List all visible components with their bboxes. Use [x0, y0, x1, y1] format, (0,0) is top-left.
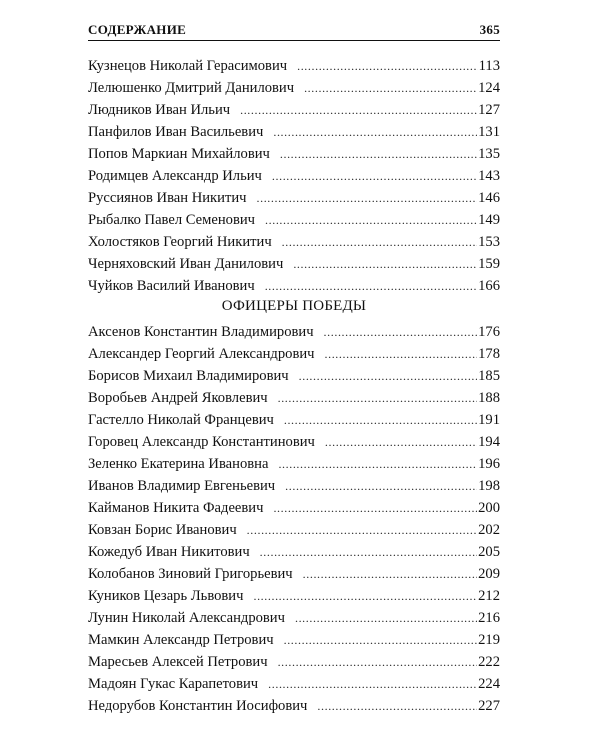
toc-entry: [88, 343, 500, 365]
entry-name: Лунин Николай Александрович: [88, 610, 285, 626]
entry-name: Лелюшенко Дмитрий Данилович: [88, 80, 295, 96]
dot-leader: [268, 673, 477, 695]
toc-entry: [88, 143, 500, 165]
entry-name: Холостяков Георгий Никитич: [88, 234, 272, 250]
dot-leader: [299, 365, 477, 387]
entry-page-number: 212: [478, 588, 500, 604]
dot-leader: [325, 343, 478, 365]
dot-leader: [265, 209, 477, 231]
toc-entry: [88, 231, 500, 253]
dot-leader: [324, 321, 478, 343]
dot-leader: [284, 629, 478, 651]
entry-name: Кузнецов Николай Герасимович: [88, 58, 288, 74]
dot-leader: [284, 409, 477, 431]
dot-leader: [278, 651, 478, 673]
entry-page-number: 124: [478, 80, 500, 96]
toc-entry: [88, 695, 500, 717]
toc-entry: [88, 387, 500, 409]
entry-page-number: 205: [478, 544, 500, 560]
entry-name: Руссиянов Иван Никитич: [88, 190, 247, 206]
entry-name: Кожедуб Иван Никитович: [88, 544, 250, 560]
toc-entry: [88, 519, 500, 541]
dot-leader: [304, 77, 477, 99]
header-title: СОДЕРЖАНИЕ: [88, 22, 187, 37]
toc-entry: [88, 585, 500, 607]
entry-name: Аксенов Константин Владимирович: [88, 324, 314, 340]
toc-entry: [88, 209, 500, 231]
entry-name: Иванов Владимир Евгеньевич: [88, 478, 276, 494]
entry-name: Маресьев Алексей Петрович: [88, 654, 268, 670]
entry-name: Воробьев Андрей Яковлевич: [88, 390, 268, 406]
entry-page-number: 224: [478, 676, 500, 692]
toc-entry: [88, 165, 500, 187]
toc-list-top: [88, 55, 500, 297]
entry-page-number: 159: [478, 256, 500, 272]
toc-entry: [88, 431, 500, 453]
dot-leader: [303, 563, 477, 585]
entry-page-number: 216: [478, 610, 500, 626]
entry-name: Панфилов Иван Васильевич: [88, 124, 264, 140]
entry-page-number: 222: [478, 654, 500, 670]
entry-name: Рыбалко Павел Семенович: [88, 212, 256, 228]
dot-leader: [272, 165, 477, 187]
entry-name: Кайманов Никита Фадеевич: [88, 500, 264, 516]
toc-entry: [88, 541, 500, 563]
entry-name: Людников Иван Ильич: [88, 102, 231, 118]
toc-entry: [88, 453, 500, 475]
entry-name: Ковзан Борис Иванович: [88, 522, 237, 538]
entry-page-number: 200: [478, 500, 500, 516]
toc-entry: [88, 55, 500, 77]
toc-entry: [88, 365, 500, 387]
entry-name: Александер Георгий Александрович: [88, 346, 315, 362]
entry-name: Попов Маркиан Михайлович: [88, 146, 270, 162]
entry-name: Мамкин Александр Петрович: [88, 632, 274, 648]
entry-name: Чуйков Василий Иванович: [88, 278, 255, 294]
entry-page-number: 176: [478, 324, 500, 340]
entry-page-number: 135: [478, 146, 500, 162]
dot-leader: [293, 253, 477, 275]
toc-entry: [88, 409, 500, 431]
dot-leader: [285, 475, 477, 497]
dot-leader: [247, 519, 477, 541]
entry-page-number: 127: [478, 102, 500, 118]
running-header: [88, 20, 500, 41]
entry-name: Недорубов Константин Иосифович: [88, 698, 308, 714]
dot-leader: [265, 275, 477, 297]
entry-name: Мадоян Гукас Карапетович: [88, 676, 259, 692]
entry-name: Борисов Михаил Владимирович: [88, 368, 289, 384]
toc-entry: [88, 497, 500, 519]
entry-name: Куников Цезарь Львович: [88, 588, 244, 604]
toc-entry: [88, 651, 500, 673]
dot-leader: [325, 431, 477, 453]
dot-leader: [317, 695, 477, 717]
toc-entry: [88, 673, 500, 695]
entry-name: Черняховский Иван Данилович: [88, 256, 284, 272]
entry-name: Горовец Александр Константинович: [88, 434, 315, 450]
toc-entry: [88, 629, 500, 651]
toc-entry: [88, 77, 500, 99]
entry-page-number: 166: [478, 278, 500, 294]
dot-leader: [295, 607, 477, 629]
toc-entry: [88, 275, 500, 297]
entry-page-number: 198: [478, 478, 500, 494]
dot-leader: [278, 453, 477, 475]
entry-name: Родимцев Александр Ильич: [88, 168, 262, 184]
dot-leader: [273, 497, 477, 519]
dot-leader: [240, 99, 477, 121]
dot-leader: [260, 541, 477, 563]
toc-list-officers: [88, 321, 500, 717]
entry-page-number: 131: [478, 124, 500, 140]
dot-leader: [253, 585, 477, 607]
entry-page-number: 113: [478, 58, 500, 74]
entry-page-number: 146: [478, 190, 500, 206]
dot-leader: [280, 143, 477, 165]
toc-entry: [88, 253, 500, 275]
toc-entry: [88, 321, 500, 343]
entry-page-number: 191: [478, 412, 500, 428]
entry-page-number: 209: [478, 566, 500, 582]
entry-page-number: 196: [478, 456, 500, 472]
dot-leader: [273, 121, 477, 143]
entry-page-number: 149: [478, 212, 500, 228]
entry-page-number: 185: [478, 368, 500, 384]
toc-entry: [88, 121, 500, 143]
toc-entry: [88, 607, 500, 629]
entry-page-number: 219: [478, 632, 500, 648]
dot-leader: [282, 231, 477, 253]
header-page-number: 365: [479, 22, 500, 37]
entry-page-number: 178: [478, 346, 500, 362]
entry-page-number: 153: [478, 234, 500, 250]
entry-page-number: 188: [478, 390, 500, 406]
dot-leader: [257, 187, 478, 209]
entry-name: Зеленко Екатерина Ивановна: [88, 456, 269, 472]
section-title: ОФИЦЕРЫ ПОБЕДЫ: [221, 298, 367, 314]
entry-page-number: 194: [478, 434, 500, 450]
toc-entry: [88, 563, 500, 585]
entry-page-number: 143: [478, 168, 500, 184]
dot-leader: [278, 387, 478, 409]
toc-entry: [88, 475, 500, 497]
entry-name: Гастелло Николай Францевич: [88, 412, 274, 428]
entry-page-number: 227: [478, 698, 500, 714]
toc-entry: [88, 187, 500, 209]
toc-entry: [88, 99, 500, 121]
entry-page-number: 202: [478, 522, 500, 538]
entry-name: Колобанов Зиновий Григорьевич: [88, 566, 293, 582]
dot-leader: [297, 55, 478, 77]
